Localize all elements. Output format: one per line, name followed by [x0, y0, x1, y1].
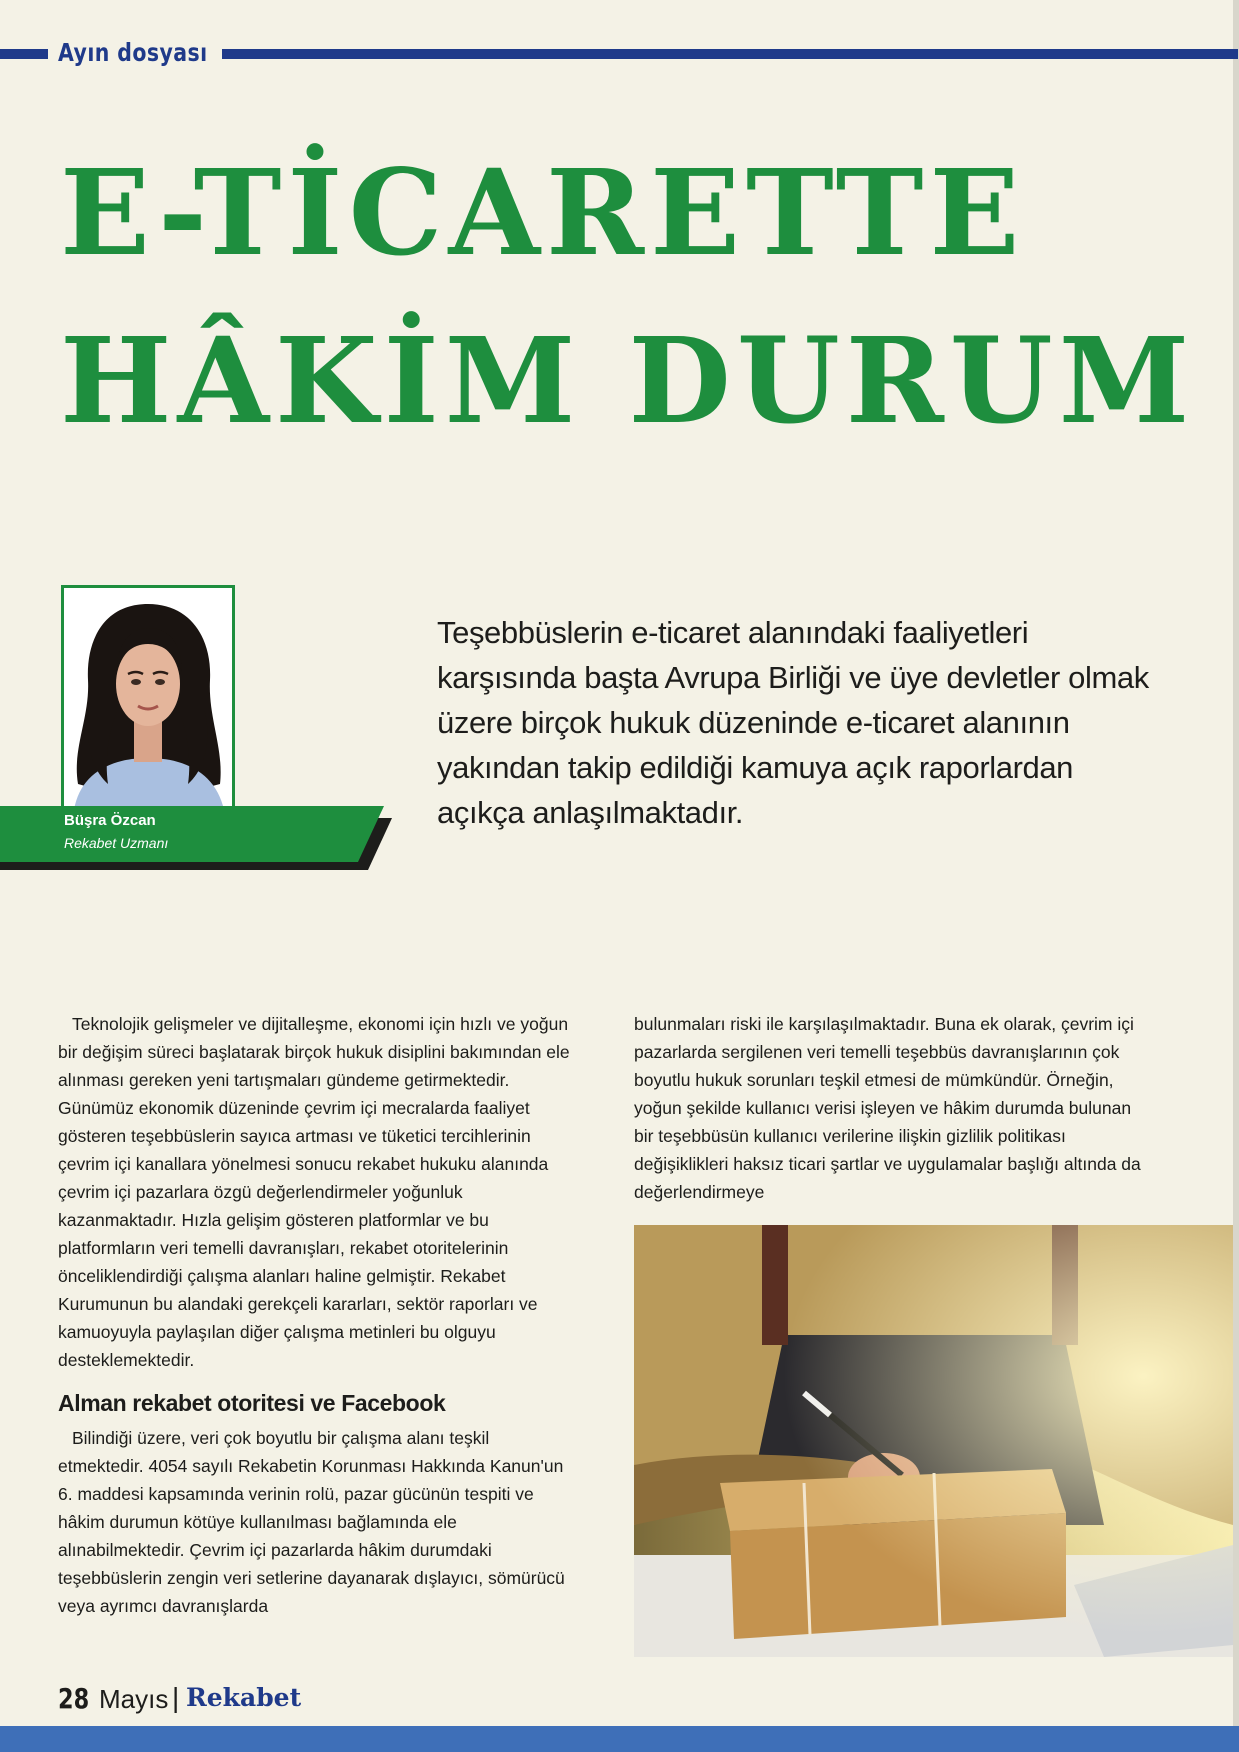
body-column-left — [58, 1010, 578, 1620]
issue-month: Mayıs — [99, 1684, 169, 1714]
author-band — [0, 806, 392, 870]
person-writing-on-parcel-photo-icon — [634, 1225, 1233, 1657]
section-label: Ayın dosyası — [58, 38, 208, 67]
footer-bar — [0, 1726, 1239, 1752]
lead-paragraph: Teşebbüslerin e-ticaret alanındaki faaliyetleri karşısında başta Avrupa Birliği ve üye devletler olmak üzere birçok hukuk düzeninde e-ticaret alanının yakından takip edildiği kamuya açık raporlardan açıkça anlaşılmaktadır. — [437, 615, 1149, 830]
body-paragraph: Bilindiği üzere, veri çok boyutlu bir çalışma alanı teşkil etmektedir. 4054 sayılı Rekabetin Korunması Hakkında Kanun'un 6. maddesi kapsamında verinin rolü, pazar gücünün tespiti ve hâkim durumun kötüye kullanılması bağlamında ele alınabilmektedir. Çevrim içi pazarlarda hâkim durumdaki teşebbüslerin zengin veri setlerine dayanarak dışlayıcı, sömürücü veya ayrımcı davranışlarda — [58, 1428, 565, 1616]
footer-separator: | — [172, 1682, 180, 1713]
header-bar-left — [0, 49, 48, 59]
magazine-name: Rekabet — [186, 1683, 302, 1712]
body-column-right — [634, 1010, 1154, 1206]
portrait-photo-icon — [64, 588, 232, 810]
header-bar-right — [222, 49, 1238, 59]
author-role: Rekabet Uzmanı — [64, 835, 169, 851]
body-paragraph: bulunmaları riski ile karşılaşılmaktadır. Buna ek olarak, çevrim içi pazarlarda sergilenen veri temelli teşebbüs davranışlarının çok boyutlu hukuk sorunları teşkil etmesi de mümkündür. Örneğin, yoğun şekilde kullanıcı verisi işleyen ve hâkim durumda bulunan bir teşebbüsün kullanıcı verilerine ilişkin gizlilik politikası değişiklikleri haksız ticari şartlar ve uygulamalar başlığı altında da değerlendirmeye — [634, 1014, 1141, 1202]
headline-line-1: E-TİCARETTE — [60, 143, 1026, 282]
headline-line-2: HÂKİM DURUM — [60, 311, 1196, 450]
author-photo — [61, 585, 235, 813]
article-photo — [634, 1225, 1233, 1657]
subheading: Alman rekabet otoritesi ve Facebook — [58, 1390, 446, 1416]
author-name: Büşra Özcan — [64, 812, 156, 829]
page-number: 28 — [58, 1682, 90, 1715]
body-paragraph: Teknolojik gelişmeler ve dijitalleşme, ekonomi için hızlı ve yoğun bir değişim süreci başlatarak birçok hukuk disiplini bakımından ele alınması gereken yeni tartışmaları gündeme getirmektedir. Günümüz ekonomik düzeninde çevrim içi mecralarda faaliyet gösteren teşebbüslerin sayıca artması ve tüketici tercihlerinin çevrim içi kanallara yönelmesi sonucu rekabet hukuku alanında çevrim içi pazarlara özgü değerlendirmeler yoğunluk kazanmaktadır. Hızla gelişim gösteren platformlar ve bu platformların veri temelli davranışları, rekabet otoritelerinin önceliklendirdiği çalışma alanları haline gelmiştir. Rekabet Kurumunun bu alandaki gerekçeli kararları, sektör raporları ve kamuoyuyla paylaşılan diğer çalışma metinleri bu olguyu desteklemektedir. — [58, 1014, 570, 1370]
